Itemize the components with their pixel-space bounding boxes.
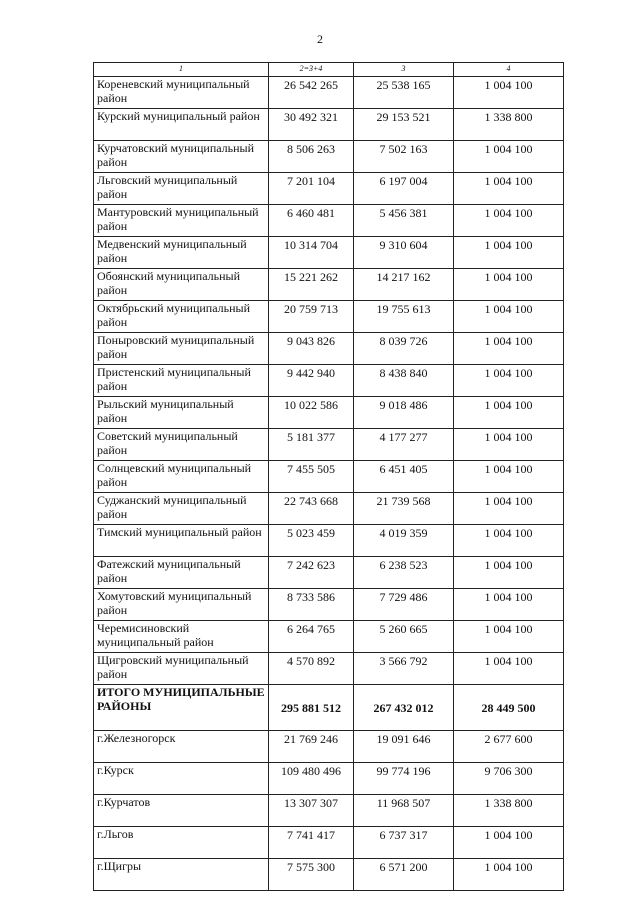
row-name-cell: Курчатовский муниципальный район xyxy=(94,141,269,173)
row-col4-cell: 1 004 100 xyxy=(454,493,564,525)
row-col3-cell: 99 774 196 xyxy=(354,763,454,795)
row-total-cell: 7 242 623 xyxy=(269,557,354,589)
row-name-cell: Пристенский муниципальный район xyxy=(94,365,269,397)
row-name-cell: г.Курск xyxy=(94,763,269,795)
table-row xyxy=(94,795,564,827)
row-col4-cell: 1 338 800 xyxy=(454,109,564,141)
row-col4-cell: 28 449 500 xyxy=(454,685,564,731)
row-total-cell: 6 264 765 xyxy=(269,621,354,653)
row-name-cell: Медвенский муниципальный район xyxy=(94,237,269,269)
row-total-cell: 8 506 263 xyxy=(269,141,354,173)
row-total-cell: 5 023 459 xyxy=(269,525,354,557)
row-col3-cell: 29 153 521 xyxy=(354,109,454,141)
row-col4-cell: 1 004 100 xyxy=(454,301,564,333)
row-name-cell: Солнцевский муниципальный район xyxy=(94,461,269,493)
row-col4-cell: 1 004 100 xyxy=(454,525,564,557)
row-col4-cell: 1 004 100 xyxy=(454,397,564,429)
row-total-cell: 7 201 104 xyxy=(269,173,354,205)
row-col4-cell: 1 004 100 xyxy=(454,365,564,397)
table-row xyxy=(94,301,564,333)
row-col4-cell: 1 004 100 xyxy=(454,827,564,859)
row-col4-cell: 1 004 100 xyxy=(454,141,564,173)
table-row xyxy=(94,205,564,237)
table-row xyxy=(94,731,564,763)
table-row xyxy=(94,397,564,429)
table-row xyxy=(94,461,564,493)
header-col-1: 1 xyxy=(94,63,269,77)
row-total-cell: 109 480 496 xyxy=(269,763,354,795)
table-row xyxy=(94,653,564,685)
row-col3-cell: 8 039 726 xyxy=(354,333,454,365)
row-total-cell: 21 769 246 xyxy=(269,731,354,763)
row-total-cell: 20 759 713 xyxy=(269,301,354,333)
table-row xyxy=(94,269,564,301)
row-col3-cell: 9 310 604 xyxy=(354,237,454,269)
row-col4-cell: 1 004 100 xyxy=(454,621,564,653)
row-total-cell: 9 442 940 xyxy=(269,365,354,397)
row-name-cell: Льговский муниципальный район xyxy=(94,173,269,205)
row-col4-cell: 1 004 100 xyxy=(454,429,564,461)
row-total-cell: 10 022 586 xyxy=(269,397,354,429)
row-name-cell: г.Щигры xyxy=(94,859,269,891)
row-col3-cell: 4 177 277 xyxy=(354,429,454,461)
row-total-cell: 22 743 668 xyxy=(269,493,354,525)
table-row xyxy=(94,77,564,109)
row-name-cell: Обоянский муниципальный район xyxy=(94,269,269,301)
row-col3-cell: 21 739 568 xyxy=(354,493,454,525)
row-col3-cell: 9 018 486 xyxy=(354,397,454,429)
row-name-cell: Октябрьский муниципальный район xyxy=(94,301,269,333)
row-col3-cell: 19 091 646 xyxy=(354,731,454,763)
row-total-cell: 6 460 481 xyxy=(269,205,354,237)
budget-table xyxy=(93,62,564,891)
table-row xyxy=(94,525,564,557)
row-col3-cell: 14 217 162 xyxy=(354,269,454,301)
row-total-cell: 10 314 704 xyxy=(269,237,354,269)
row-total-cell: 9 043 826 xyxy=(269,333,354,365)
row-col4-cell: 1 004 100 xyxy=(454,205,564,237)
row-total-cell: 295 881 512 xyxy=(269,685,354,731)
table-row xyxy=(94,173,564,205)
row-total-cell: 4 570 892 xyxy=(269,653,354,685)
row-total-cell: 15 221 262 xyxy=(269,269,354,301)
table-body xyxy=(94,77,564,891)
table-row xyxy=(94,109,564,141)
row-col3-cell: 6 571 200 xyxy=(354,859,454,891)
row-name-cell: Курский муниципальный район xyxy=(94,109,269,141)
districts-total-row xyxy=(94,685,564,731)
row-name-cell: Фатежский муниципальный район xyxy=(94,557,269,589)
row-name-cell: Щигровский муниципальный район xyxy=(94,653,269,685)
header-col-2: 2=3+4 xyxy=(269,63,354,77)
row-col3-cell: 267 432 012 xyxy=(354,685,454,731)
row-name-cell: Советский муниципальный район xyxy=(94,429,269,461)
row-total-cell: 7 575 300 xyxy=(269,859,354,891)
row-total-cell: 7 455 505 xyxy=(269,461,354,493)
table-row xyxy=(94,621,564,653)
row-col3-cell: 5 456 381 xyxy=(354,205,454,237)
row-name-cell: Поныровский муниципальный район xyxy=(94,333,269,365)
row-col4-cell: 2 677 600 xyxy=(454,731,564,763)
row-col4-cell: 9 706 300 xyxy=(454,763,564,795)
row-col4-cell: 1 004 100 xyxy=(454,589,564,621)
row-col3-cell: 19 755 613 xyxy=(354,301,454,333)
row-col3-cell: 25 538 165 xyxy=(354,77,454,109)
row-col4-cell: 1 338 800 xyxy=(454,795,564,827)
row-col3-cell: 7 729 486 xyxy=(354,589,454,621)
table-row xyxy=(94,589,564,621)
page-number: 2 xyxy=(317,32,323,46)
row-total-cell: 30 492 321 xyxy=(269,109,354,141)
table-row xyxy=(94,859,564,891)
row-name-cell: Кореневский муниципальный район xyxy=(94,77,269,109)
row-total-cell: 26 542 265 xyxy=(269,77,354,109)
row-col4-cell: 1 004 100 xyxy=(454,557,564,589)
row-name-cell: г.Железногорск xyxy=(94,731,269,763)
row-total-cell: 7 741 417 xyxy=(269,827,354,859)
row-col4-cell: 1 004 100 xyxy=(454,461,564,493)
header-col-4: 4 xyxy=(454,63,564,77)
row-name-cell: ИТОГО МУНИЦИПАЛЬНЫЕ РАЙОНЫ xyxy=(94,685,269,731)
row-total-cell: 5 181 377 xyxy=(269,429,354,461)
row-col3-cell: 8 438 840 xyxy=(354,365,454,397)
row-col4-cell: 1 004 100 xyxy=(454,173,564,205)
row-total-cell: 13 307 307 xyxy=(269,795,354,827)
row-name-cell: Рыльский муниципальный район xyxy=(94,397,269,429)
row-total-cell: 8 733 586 xyxy=(269,589,354,621)
row-col4-cell: 1 004 100 xyxy=(454,237,564,269)
row-col3-cell: 7 502 163 xyxy=(354,141,454,173)
row-name-cell: г.Льгов xyxy=(94,827,269,859)
row-name-cell: г.Курчатов xyxy=(94,795,269,827)
row-col4-cell: 1 004 100 xyxy=(454,653,564,685)
table-row xyxy=(94,141,564,173)
table-row xyxy=(94,429,564,461)
table-row xyxy=(94,557,564,589)
table-row xyxy=(94,333,564,365)
row-col3-cell: 11 968 507 xyxy=(354,795,454,827)
header-col-3: 3 xyxy=(354,63,454,77)
table-row xyxy=(94,365,564,397)
row-col4-cell: 1 004 100 xyxy=(454,77,564,109)
row-col4-cell: 1 004 100 xyxy=(454,859,564,891)
table-row xyxy=(94,493,564,525)
row-col3-cell: 6 737 317 xyxy=(354,827,454,859)
row-col3-cell: 5 260 665 xyxy=(354,621,454,653)
row-name-cell: Хомутовский муниципальный район xyxy=(94,589,269,621)
table-header-row xyxy=(94,63,564,77)
table-row xyxy=(94,827,564,859)
row-col3-cell: 6 197 004 xyxy=(354,173,454,205)
table-row xyxy=(94,237,564,269)
row-name-cell: Черемисиновский муниципальный район xyxy=(94,621,269,653)
row-name-cell: Мантуровский муниципальный район xyxy=(94,205,269,237)
row-name-cell: Суджанский муниципальный район xyxy=(94,493,269,525)
row-name-cell: Тимский муниципальный район xyxy=(94,525,269,557)
row-col3-cell: 4 019 359 xyxy=(354,525,454,557)
row-col3-cell: 6 451 405 xyxy=(354,461,454,493)
row-col4-cell: 1 004 100 xyxy=(454,333,564,365)
row-col4-cell: 1 004 100 xyxy=(454,269,564,301)
row-col3-cell: 6 238 523 xyxy=(354,557,454,589)
table-row xyxy=(94,763,564,795)
row-col3-cell: 3 566 792 xyxy=(354,653,454,685)
